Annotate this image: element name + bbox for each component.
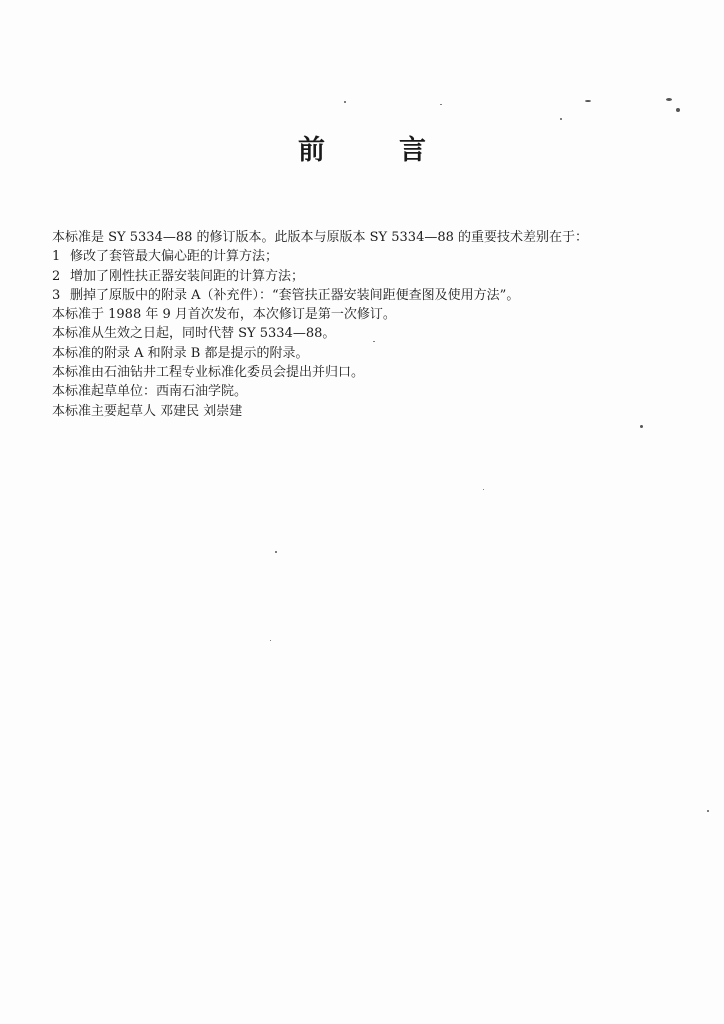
paragraph-text: 本标准由石油钻井工程专业标准化委员会提出并归口。 [52,365,365,381]
scan-speck [585,100,591,102]
paragraph-first-release [52,305,692,324]
list-item-number: 3 [52,287,61,303]
paragraph-text: 本标准主要起草人 邓建民 刘崇建 [52,403,243,419]
foreword-body [52,228,692,421]
paragraph-text: 本标准起草单位：西南石油学院。 [52,384,248,400]
paragraph-text: 本标准是 SY 5334—88 的修订版本。此版本与原版本 SY 5334—88 的重要技术差别在于： [52,230,589,245]
paragraph-intro [52,228,692,247]
scan-speck [707,810,709,812]
list-item-text: 增加了刚性扶正器安装间距的计算方法； [70,268,305,284]
paragraph-drafters [52,402,692,421]
paragraph-text: 本标准于 1988 年 9 月首次发布，本次修订是第一次修订。 [52,307,396,323]
list-item [52,247,692,266]
list-item [52,267,692,286]
page-title [0,128,724,167]
scan-speck [344,101,346,103]
title-char-1: 前 [298,135,325,166]
paragraph-drafting-unit [52,382,692,401]
list-item-text: 删掉了原版中的附录 A（补充件）：“套管扶正器安装间距便查图及使用方法”。 [70,287,520,303]
list-item-number: 1 [52,249,61,265]
scan-speck [440,104,442,105]
list-item-text: 修改了套管最大偏心距的计算方法； [70,249,279,265]
list-item [52,286,692,305]
scan-speck [666,98,672,101]
list-item-number: 2 [52,268,61,284]
paragraph-appendix [52,344,692,363]
scan-speck [270,640,271,641]
scan-speck [483,489,484,490]
paragraph-text: 本标准的附录 A 和附录 B 都是提示的附录。 [52,345,309,361]
title-char-2: 言 [399,135,426,166]
scan-speck [373,341,375,342]
scan-speck [275,551,277,553]
scan-speck [640,425,643,428]
scan-speck [676,108,680,112]
scan-speck [560,118,562,120]
paragraph-effective [52,324,692,343]
paragraph-proposer [52,363,692,382]
paragraph-text: 本标准从生效之日起，同时代替 SY 5334—88。 [52,326,336,342]
